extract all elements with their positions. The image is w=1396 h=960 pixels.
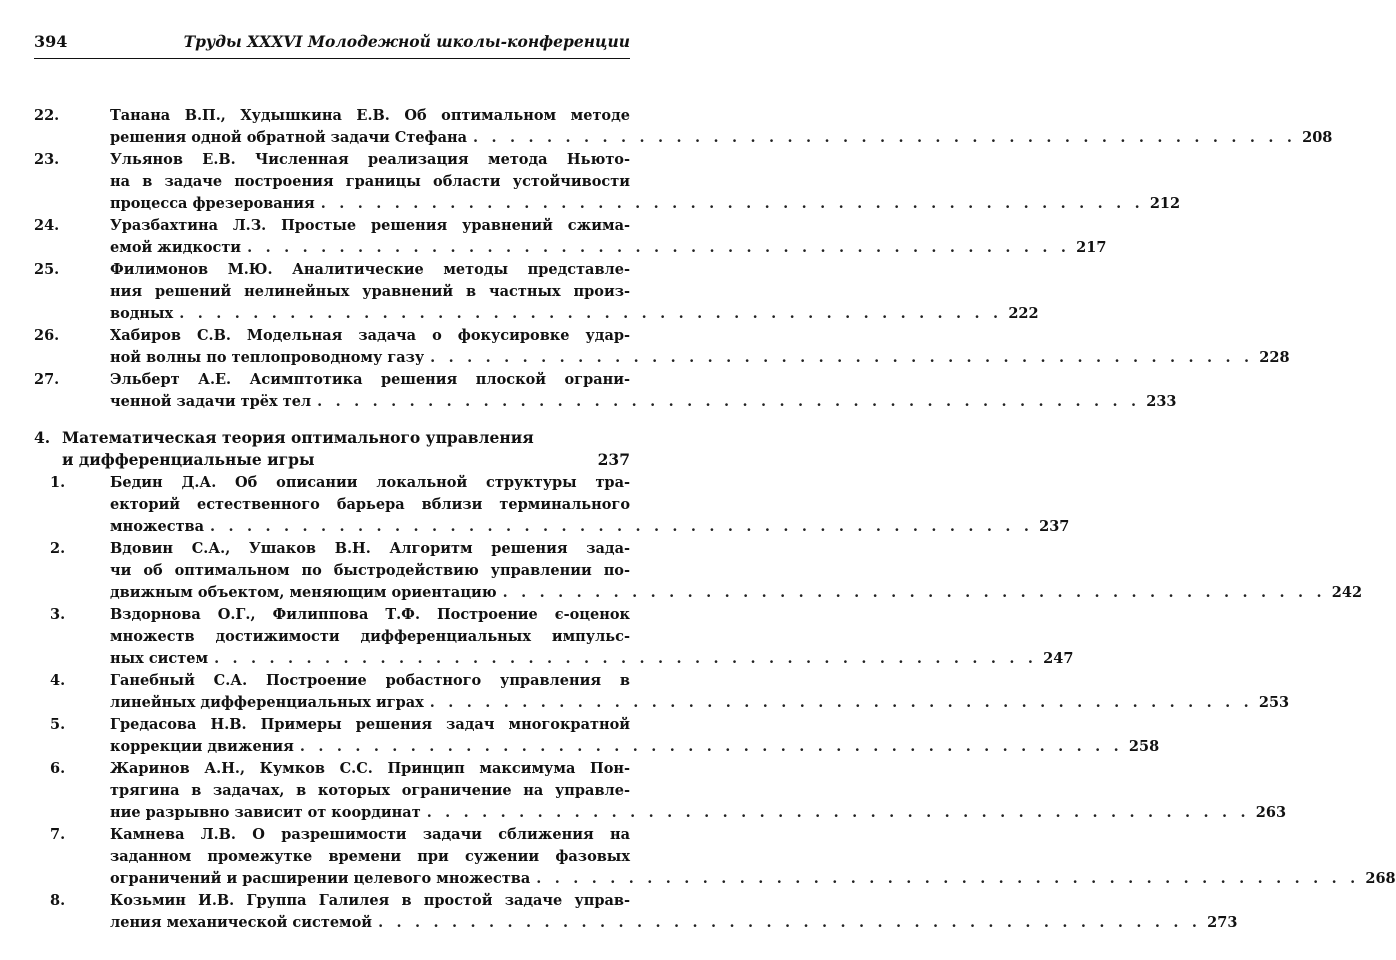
entry-page-number: 208: [1302, 129, 1333, 146]
entry-page-number: 273: [1207, 914, 1238, 931]
dot-leader: . . . . . . . . . . . . . . . . . . . . . . . . . . . . . . . . . . . . . . . . . . . . .: [179, 305, 1003, 322]
entry-title-line: Гредасова Н.В. Примеры решения задач многократной: [110, 716, 630, 733]
dot-leader: . . . . . . . . . . . . . . . . . . . . . . . . . . . . . . . . . . . . . . . . . . . . .: [299, 738, 1123, 755]
entry-number: 5.: [50, 716, 66, 733]
page-number: 394: [34, 32, 68, 51]
entry-number: 4.: [50, 672, 66, 689]
entry-page-number: 258: [1128, 738, 1160, 755]
entry-title-line: Хабиров С.В. Модельная задача о фокусировке удар-: [110, 327, 630, 344]
entry-title-line: [110, 127, 1333, 149]
entry-number: 26.: [34, 327, 60, 344]
entry-page-number: 253: [1258, 694, 1290, 711]
entry-title-text: коррекции движения: [110, 738, 294, 755]
dot-leader: . . . . . . . . . . . . . . . . . . . . . . . . . . . . . . . . . . . . . . . . . . . . .: [536, 870, 1360, 887]
dot-leader: . . . . . . . . . . . . . . . . . . . . . . . . . . . . . . . . . . . . . . . . . . . . .: [378, 914, 1202, 931]
running-title: Труды XXXVI Молодежной школы-конференции: [183, 32, 630, 51]
entry-title-line: [110, 736, 1160, 758]
entry-page-number: 237: [1039, 518, 1070, 535]
entry-title-line: [110, 802, 1287, 824]
entry-page-number: 217: [1076, 239, 1107, 256]
entry-number: 1.: [50, 474, 66, 491]
entry-number: 3.: [50, 606, 66, 623]
running-header: [34, 32, 630, 59]
entry-title-line: [110, 648, 1074, 670]
section-page-number: 237: [597, 450, 630, 469]
entry-title-text: ления механической системой: [110, 914, 373, 931]
entry-title-line: [110, 303, 1039, 325]
entry-page-number: 228: [1259, 349, 1290, 366]
entry-title-line: [110, 391, 1177, 413]
entry-page-number: 247: [1043, 650, 1074, 667]
entry-number: 24.: [34, 217, 60, 234]
entry-title-line: на в задаче построения границы области устойчивости: [110, 173, 630, 190]
entry-page-number: 268: [1365, 870, 1396, 887]
entry-number: 2.: [50, 540, 66, 557]
entry-number: 27.: [34, 371, 60, 388]
entry-title-text: емой жидкости: [110, 239, 242, 256]
entry-number: 7.: [50, 826, 66, 843]
entry-title-text: ной волны по теплопроводному газу: [110, 349, 425, 366]
dot-leader: . . . . . . . . . . . . . . . . . . . . . . . . . . . . . . . . . . . . . . . . . . . . .: [247, 239, 1071, 256]
entry-title-text: ных систем: [110, 650, 209, 667]
dot-leader: . . . . . . . . . . . . . . . . . . . . . . . . . . . . . . . . . . . . . . . . . . . . .: [320, 195, 1144, 212]
entry-title-line: [110, 347, 1290, 369]
entry-title-text: процесса фрезерования: [110, 195, 315, 212]
dot-leader: . . . . . . . . . . . . . . . . . . . . . . . . . . . . . . . . . . . . . . . . . . . . .: [317, 393, 1141, 410]
entry-title-line: [110, 912, 1238, 934]
dot-leader: . . . . . . . . . . . . . . . . . . . . . . . . . . . . . . . . . . . . . . . . . . . . .: [473, 129, 1297, 146]
dot-leader: . . . . . . . . . . . . . . . . . . . . . . . . . . . . . . . . . . . . . . . . . . . . .: [210, 518, 1034, 535]
entry-title-line: Ульянов Е.В. Численная реализация метода Ньюто-: [110, 151, 630, 168]
entry-title-line: Вздорнова О.Г., Филиппова Т.Ф. Построение ϵ-оценок: [110, 606, 630, 623]
entry-page-number: 233: [1146, 393, 1177, 410]
entry-title-line: Ганебный С.А. Построение робастного управления в: [110, 672, 630, 689]
entry-page-number: 222: [1008, 305, 1039, 322]
entry-title-line: Вдовин С.А., Ушаков В.Н. Алгоритм решения зада-: [110, 540, 630, 557]
entry-title-line: Уразбахтина Л.З. Простые решения уравнений сжима-: [110, 217, 630, 234]
section-number: 4.: [34, 428, 51, 447]
entry-title-line: [110, 582, 1363, 604]
entry-title-text: решения одной обратной задачи Стефана: [110, 129, 468, 146]
entry-number: 8.: [50, 892, 66, 909]
entry-number: 23.: [34, 151, 60, 168]
entry-title-text: ние разрывно зависит от координат: [110, 804, 421, 821]
entry-title-line: Филимонов М.Ю. Аналитические методы представле-: [110, 261, 630, 278]
entry-title-line: Камнева Л.В. О разрешимости задачи сближения на: [110, 826, 630, 843]
entry-title-line: Жаринов А.Н., Кумков С.С. Принцип максимума Пон-: [110, 760, 630, 777]
entry-title-line: [110, 516, 1070, 538]
entry-page-number: 242: [1331, 584, 1363, 601]
entry-title-text: ограничений и расширении целевого множества: [110, 870, 531, 887]
entry-page-number: 212: [1149, 195, 1181, 212]
entry-title-line: трягина в задачах, в которых ограничение на управле-: [110, 782, 630, 799]
entry-title-text: движным объектом, меняющим ориентацию: [110, 584, 497, 601]
entry-title-line: Эльберт А.Е. Асимптотика решения плоской ограни-: [110, 371, 630, 388]
entry-title-line: заданном промежутке времени при сужении фазовых: [110, 848, 630, 865]
dot-leader: . . . . . . . . . . . . . . . . . . . . . . . . . . . . . . . . . . . . . . . . . . . . .: [426, 804, 1250, 821]
entry-title-line: [110, 193, 1181, 215]
section-title-line: Математическая теория оптимального управления: [62, 428, 534, 447]
entry-title-line: [110, 692, 1290, 714]
dot-leader: . . . . . . . . . . . . . . . . . . . . . . . . . . . . . . . . . . . . . . . . . . . . .: [214, 650, 1038, 667]
entry-number: 22.: [34, 107, 60, 124]
dot-leader: . . . . . . . . . . . . . . . . . . . . . . . . . . . . . . . . . . . . . . . . . . . . .: [429, 694, 1253, 711]
entry-title-line: екторий естественного барьера вблизи терминального: [110, 496, 630, 513]
entry-title-line: чи об оптимальном по быстродействию управлении по-: [110, 562, 630, 579]
dot-leader: . . . . . . . . . . . . . . . . . . . . . . . . . . . . . . . . . . . . . . . . . . . . .: [430, 349, 1254, 366]
entry-title-text: ченной задачи трёх тел: [110, 393, 312, 410]
entry-number: 25.: [34, 261, 60, 278]
entry-title-line: Танана В.П., Худышкина Е.В. Об оптимальном методе: [110, 107, 630, 124]
entry-title-line: ния решений нелинейных уравнений в частных произ-: [110, 283, 630, 300]
section-title-line: и дифференциальные игры 237: [62, 450, 630, 469]
entry-title-text: водных: [110, 305, 174, 322]
entry-number: 6.: [50, 760, 66, 777]
entry-title-line: Козьмин И.В. Группа Галилея в простой задаче управ-: [110, 892, 630, 909]
entry-title-line: [110, 868, 1396, 890]
entry-title-line: множеств достижимости дифференциальных импульс-: [110, 628, 630, 645]
entry-title-line: [110, 237, 1107, 259]
entry-page-number: 263: [1255, 804, 1287, 821]
dot-leader: . . . . . . . . . . . . . . . . . . . . . . . . . . . . . . . . . . . . . . . . . . . . .: [502, 584, 1326, 601]
entry-title-line: Бедин Д.А. Об описании локальной структуры тра-: [110, 474, 630, 491]
entry-title-text: множества: [110, 518, 205, 535]
entry-title-text: линейных дифференциальных играх: [110, 694, 424, 711]
